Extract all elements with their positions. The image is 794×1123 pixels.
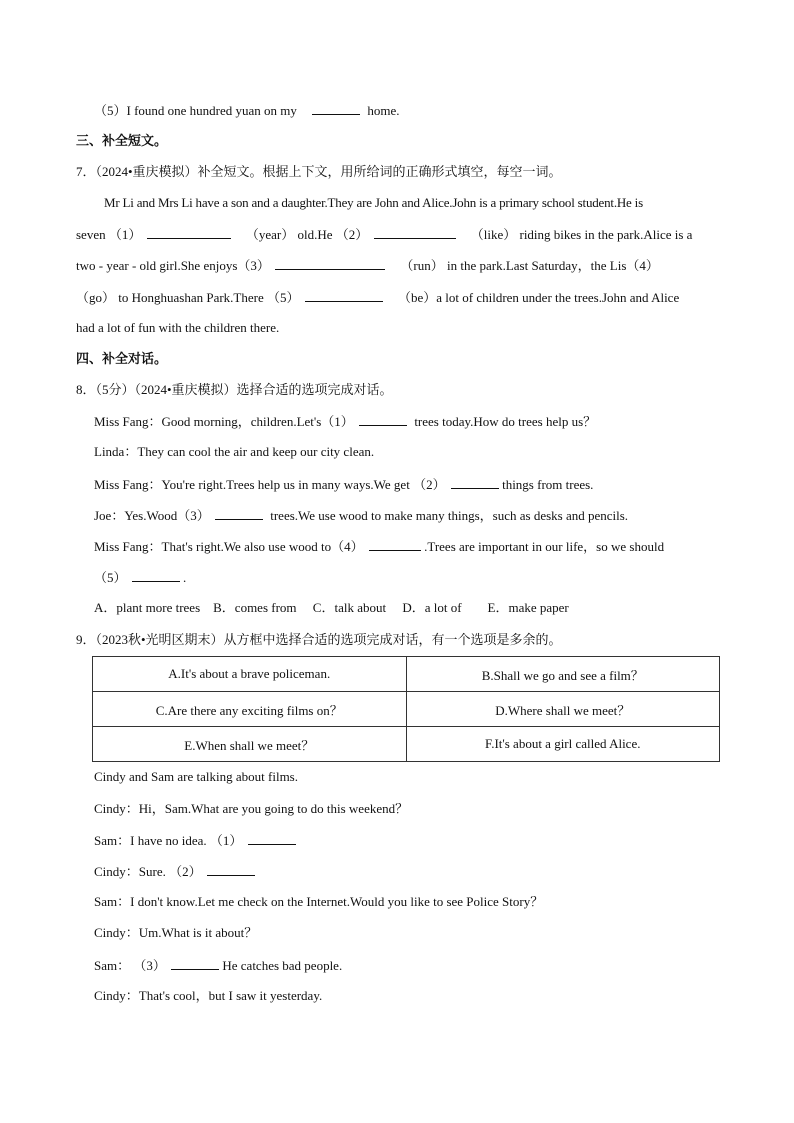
answer-blank-4[interactable] xyxy=(369,537,421,551)
q8-options: A．plant more trees B．comes from C．talk about D．a lot of E．make paper xyxy=(94,600,569,615)
q7-passage-line-3 xyxy=(76,256,659,275)
q9-dialogue-line-3 xyxy=(94,862,255,881)
q7-text: （run） in the park.Last Saturday，the Lis（4） xyxy=(400,258,659,273)
q8-dialogue-line-6 xyxy=(94,568,186,587)
option-f: F.It's about a girl called Alice. xyxy=(406,727,720,762)
q7-text: seven （1） xyxy=(76,227,142,242)
answer-blank-5[interactable] xyxy=(132,568,180,582)
option-b: B.Shall we go and see a film？ xyxy=(406,657,720,692)
table-row xyxy=(93,727,720,762)
q9-options-table xyxy=(92,656,720,762)
q8-text: trees today.How do trees help us？ xyxy=(414,414,597,429)
q9-dialogue-line-5: Cindy：Um.What is it about？ xyxy=(94,925,258,940)
q9-intro: Cindy and Sam are talking about films. xyxy=(94,769,298,784)
q8-text: Miss Fang：That's right.We also use wood to（4） xyxy=(94,539,364,554)
answer-blank-3[interactable] xyxy=(171,956,219,970)
table-row xyxy=(93,657,720,692)
q7-text: （like） riding bikes in the park.Alice is a xyxy=(470,227,693,242)
q9-dialogue-line-6 xyxy=(94,956,342,975)
q9-text: Cindy：Sure. （2） xyxy=(94,864,202,879)
q6-item-5-suffix: home. xyxy=(367,103,400,118)
q8-text: Miss Fang：You're right.Trees help us in many ways.We get （2） xyxy=(94,477,446,492)
q8-text: . xyxy=(183,570,187,585)
q7-passage-line-1: Mr Li and Mrs Li have a son and a daughter.They are John and Alice.John is a primary school student.He is xyxy=(104,195,643,210)
answer-blank-2[interactable] xyxy=(374,225,456,239)
q7-passage-line-4 xyxy=(76,288,679,307)
option-a: A.It's about a brave policeman. xyxy=(93,657,407,692)
answer-blank[interactable] xyxy=(312,101,360,115)
q8-dialogue-line-2: Linda：They can cool the air and keep our city clean. xyxy=(94,444,375,459)
q8-text: trees.We use wood to make many things，such as desks and pencils. xyxy=(270,508,629,523)
q6-item-5-text: （5）I found one hundred yuan on my xyxy=(94,103,297,118)
section-3-heading: 三、补全短文。 xyxy=(76,133,168,148)
q7-passage-line-2 xyxy=(76,225,692,244)
table-row xyxy=(93,692,720,727)
q8-dialogue-line-4 xyxy=(94,506,628,525)
answer-blank-3[interactable] xyxy=(275,256,385,270)
q7-text: two - year - old girl.She enjoys（3） xyxy=(76,258,270,273)
answer-blank-5[interactable] xyxy=(305,288,383,302)
q9-text: He catches bad people. xyxy=(222,958,343,973)
answer-blank-2[interactable] xyxy=(207,862,255,876)
q8-text: things from trees. xyxy=(502,477,594,492)
q9-text: Sam：I have no idea. （1） xyxy=(94,833,243,848)
answer-blank-1[interactable] xyxy=(147,225,231,239)
q7-text: （go） to Honghuashan Park.There （5） xyxy=(76,290,300,305)
q8-text: Miss Fang：Good morning，children.Let's（1） xyxy=(94,414,354,429)
answer-blank-2[interactable] xyxy=(451,475,499,489)
option-e: E.When shall we meet？ xyxy=(93,727,407,762)
answer-blank-3[interactable] xyxy=(215,506,263,520)
q9-dialogue-line-4: Sam：I don't know.Let me check on the Internet.Would you like to see Police Story？ xyxy=(94,894,544,909)
q9-dialogue-line-7: Cindy：That's cool，but I saw it yesterday. xyxy=(94,988,323,1003)
q8-dialogue-line-1 xyxy=(94,412,596,431)
q6-item-5 xyxy=(94,101,400,120)
option-d: D.Where shall we meet？ xyxy=(406,692,720,727)
q9-dialogue-line-2 xyxy=(94,831,296,850)
q7-text: （be）a lot of children under the trees.John and Alice xyxy=(398,290,680,305)
section-4-heading: 四、补全对话。 xyxy=(76,351,168,366)
q8-text: （5） xyxy=(94,570,127,585)
q8-stem: 8．（5分）（2024•重庆模拟）选择合适的选项完成对话。 xyxy=(76,382,393,397)
q8-text: Joe：Yes.Wood（3） xyxy=(94,508,210,523)
q7-stem: 7．（2024•重庆模拟）补全短文。根据上下文，用所给词的正确形式填空，每空一词。 xyxy=(76,164,562,179)
answer-blank-1[interactable] xyxy=(359,412,407,426)
q9-text: Sam： （3） xyxy=(94,958,166,973)
q9-stem: 9．（2023秋•光明区期末）从方框中选择合适的选项完成对话，有一个选项是多余的。 xyxy=(76,632,562,647)
q8-text: .Trees are important in our life，so we should xyxy=(424,539,665,554)
q7-text: （year） old.He （2） xyxy=(245,227,369,242)
answer-blank-1[interactable] xyxy=(248,831,296,845)
q9-dialogue-line-1: Cindy：Hi，Sam.What are you going to do this weekend？ xyxy=(94,801,409,816)
q7-passage-line-5: had a lot of fun with the children there. xyxy=(76,320,280,335)
option-c: C.Are there any exciting films on？ xyxy=(93,692,407,727)
q8-dialogue-line-3 xyxy=(94,475,593,494)
q8-dialogue-line-5 xyxy=(94,537,664,556)
